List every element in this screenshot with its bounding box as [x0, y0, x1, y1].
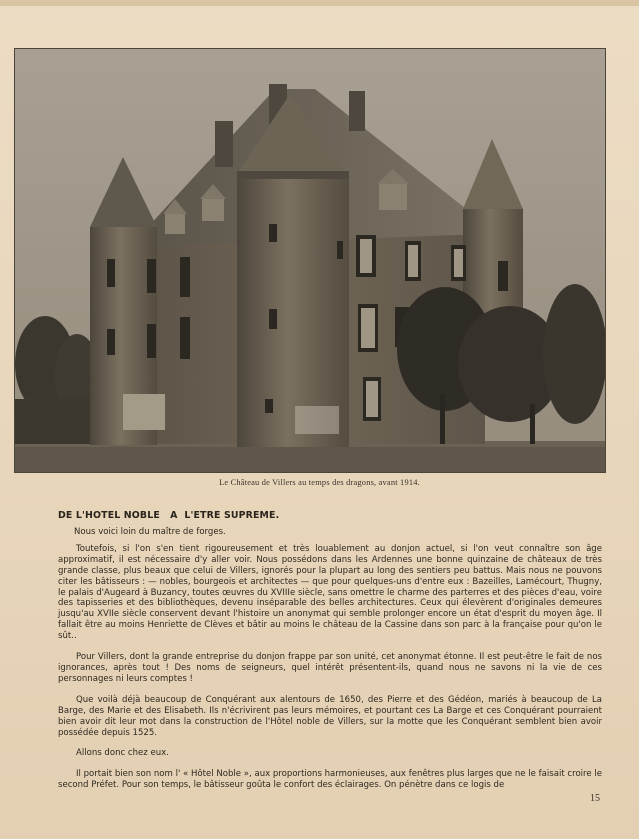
chateau-photograph — [14, 48, 606, 473]
section-heading: DE L'HOTEL NOBLE A L'ETRE SUPREME. — [58, 510, 280, 521]
paragraph: Que voilà déjà beaucoup de Conquérant aux alentours de 1650, des Pierre et des Gédéon, mariés à beaucoup de La Barge, des Marie et des Elisabeth. Ils n'écrivirent pas leurs mémoires, et pourtant ces La Barge et ces Conquérant pourraient bien avoir dit leur mot dans la construction de l'Hôtel noble de Villers, sur la motte que les Conquérant semblent bien avoir possédée depuis 1525. — [58, 694, 602, 738]
page-number: 15 — [590, 793, 600, 804]
paragraph: Il portait bien son nom l' « Hôtel Noble », aux proportions harmonieuses, aux fenêtres plus larges que ne le faisait croire le second Préfet. Pour son temps, le bâtisseur goûta le confort des éclairages. On pénètre dans ce logis de — [58, 769, 602, 791]
page-top-edge — [0, 0, 639, 6]
paragraph: Allons donc chez eux. — [76, 748, 169, 759]
paragraph: Pour Villers, dont la grande entreprise du donjon frappe par son unité, cet anonymat étonne. Il est peut-être le fait de nos ignorances, après tout ! Des noms de seigneurs, quel intérêt présentent-ils, quand nous ne savons ni la vie de ces personnages ni leurs comptes ! — [58, 652, 602, 684]
paragraph: Nous voici loin du maître de forges. — [74, 527, 226, 537]
photo-caption: Le Château de Villers au temps des dragons, avant 1914. — [219, 478, 420, 487]
paragraph: Toutefois, si l'on s'en tient rigoureusement et très louablement au donjon actuel, si l'on veut connaître son âge approximatif, il est nécessaire d'y aller voir. Nous possédons dans les Ardennes une bonne quinzaine de châteaux de très grande classe, plus beaux que celui de Villers, ignorés pour la plupart au long des sentiers peu battus. Mais nous ne pouvons citer les bâtisseurs : — nobles, bourgeois et architectes — que pour quelques-uns d'entre eux : Bazeilles, Lamécourt, Thugny, le palais d'Augeard à Buzancy, toutes œuvres du XVIIIe siècle, sans omettre le charme des parterres et des pièces d'eau, voire des tapisseries et des bibliothèques, devenu inséparable des belles architectures. Ceux qui élevèrent d'originales demeures jusqu'au XVIIe siècle conservent devant l'histoire un anonymat qui semble prolonger encore un état d'esprit du moyen âge. Il fallait être au moins Henriette de Clèves et bâtir au moins le château de la Cassine dans son parc à la française pour qu'on le sût.. — [58, 543, 602, 642]
article-body — [58, 527, 602, 797]
